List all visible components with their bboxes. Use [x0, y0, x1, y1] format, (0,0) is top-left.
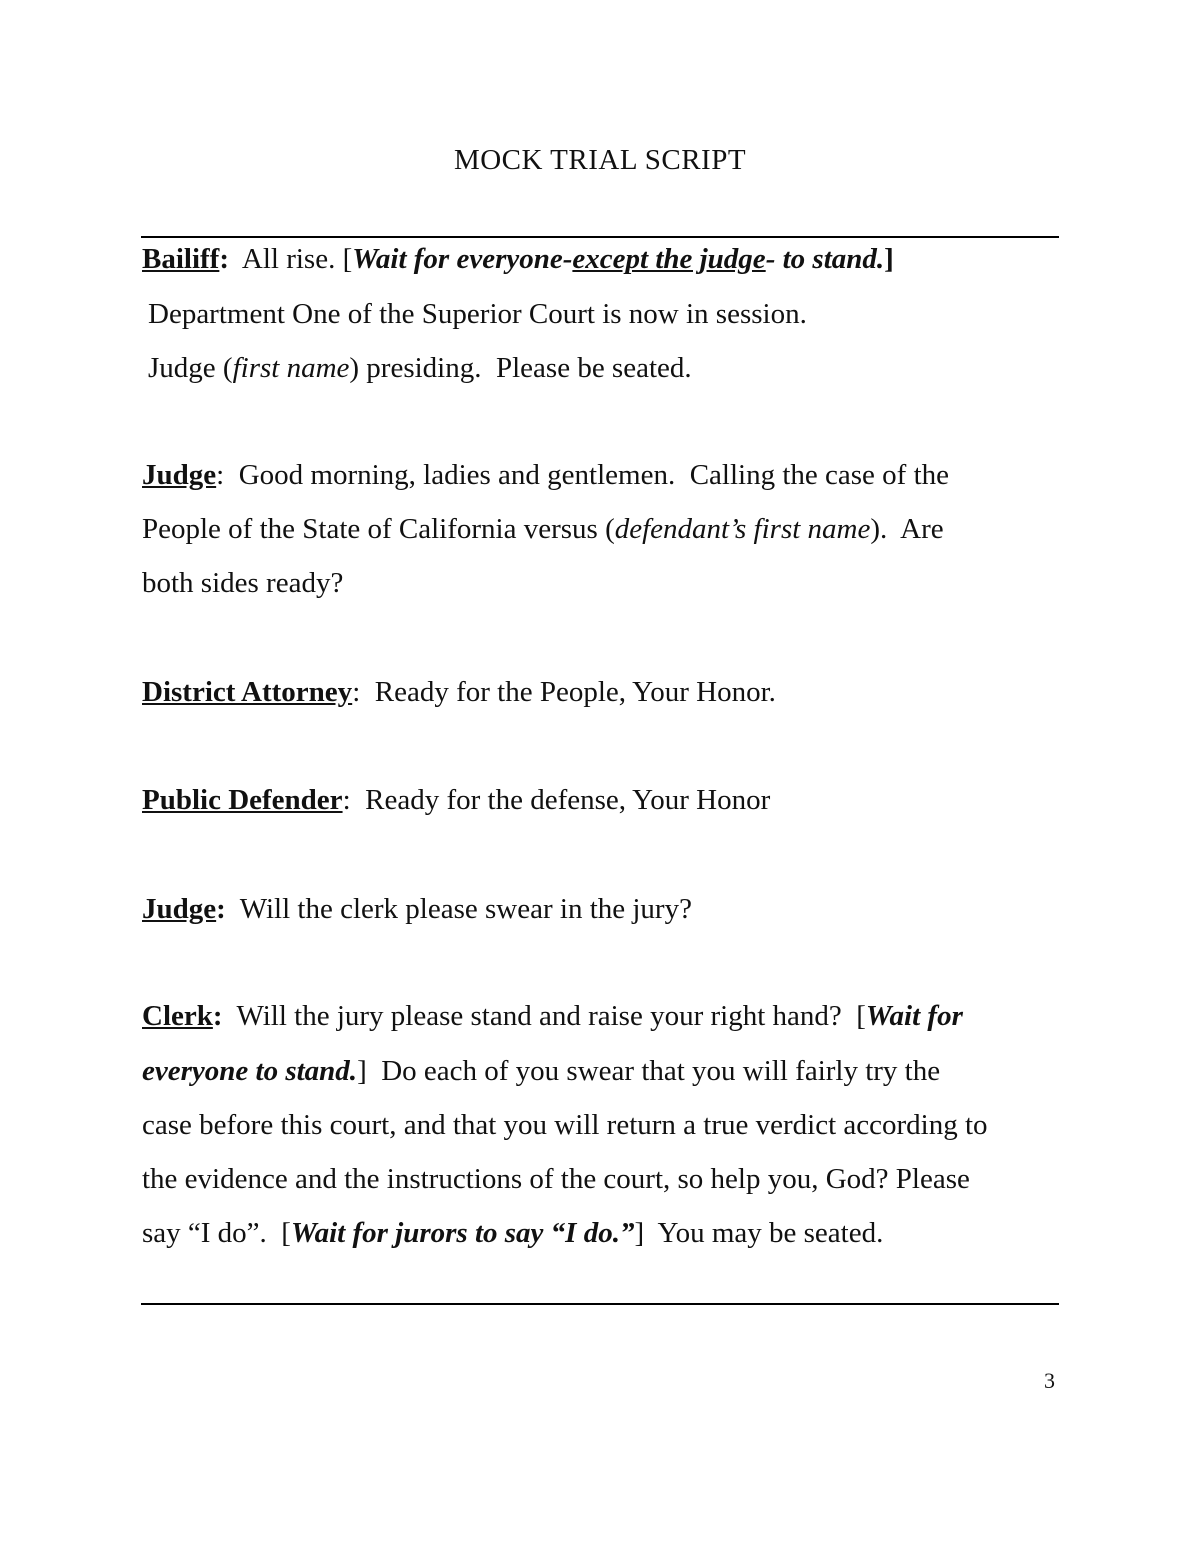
dialogue-text: All rise. [	[229, 243, 353, 275]
dialogue-text: : Ready for the defense, Your Honor	[342, 784, 771, 816]
stage-direction: - to stand.	[765, 243, 885, 275]
dialogue-text: People of the State of California versus (	[142, 513, 615, 545]
dialogue-text: ). Are	[870, 513, 944, 545]
speaker-clerk: Clerk	[142, 1000, 213, 1032]
district-attorney-line	[142, 675, 776, 709]
stage-direction-emphasis: except the judge	[572, 243, 766, 275]
clerk-line-1	[142, 999, 963, 1033]
speaker-judge: Judge	[142, 893, 217, 925]
dialogue-text: : Good morning, ladies and gentlemen. Calling the case of the	[216, 459, 950, 491]
speaker-colon: :	[212, 1000, 223, 1032]
placeholder-text: first name	[232, 352, 350, 384]
page-number: 3	[1044, 1368, 1055, 1393]
dialogue-text: : Ready for the People, Your Honor.	[352, 676, 776, 708]
judge-line-1	[142, 458, 949, 492]
judge-line-swear	[142, 892, 692, 926]
public-defender-line	[142, 783, 770, 817]
bracket: ]	[884, 243, 894, 275]
bailiff-line-3	[148, 351, 692, 385]
dialogue-text: ] You may be seated.	[634, 1217, 884, 1249]
bailiff-line-2: Department One of the Superior Court is now in session.	[148, 298, 807, 330]
speaker-district-attorney: District Attorney	[142, 676, 353, 708]
dialogue-text: Will the jury please stand and raise your right hand? [	[222, 1000, 866, 1032]
speaker-judge: Judge	[142, 459, 217, 491]
judge-line-2	[142, 512, 944, 546]
speaker-public-defender: Public Defender	[142, 784, 343, 816]
clerk-line-5	[142, 1216, 883, 1250]
top-divider	[141, 236, 1059, 238]
judge-line-3: both sides ready?	[142, 567, 344, 599]
dialogue-text: say “I do”. [	[142, 1217, 291, 1249]
speaker-colon: :	[219, 243, 230, 275]
document-title: MOCK TRIAL SCRIPT	[453, 144, 747, 176]
dialogue-text: ] Do each of you swear that you will fairly try the	[357, 1055, 941, 1087]
clerk-line-4: the evidence and the instructions of the court, so help you, God? Please	[142, 1163, 970, 1195]
clerk-line-3: case before this court, and that you will return a true verdict according to	[142, 1109, 988, 1141]
dialogue-text: ) presiding. Please be seated.	[349, 352, 692, 384]
clerk-line-2	[142, 1054, 940, 1088]
speaker-bailiff: Bailiff	[142, 243, 220, 275]
stage-direction: everyone to stand.	[142, 1055, 358, 1087]
dialogue-text: Will the clerk please swear in the jury?	[225, 893, 692, 925]
dialogue-text: Judge (	[148, 352, 233, 384]
placeholder-text: defendant’s first name	[614, 513, 871, 545]
bailiff-line-1	[142, 242, 894, 276]
speaker-colon: :	[216, 893, 226, 925]
stage-direction: Wait for	[865, 1000, 963, 1032]
stage-direction: Wait for everyone-	[352, 243, 573, 275]
bottom-divider	[141, 1303, 1059, 1305]
stage-direction: Wait for jurors to say “I do.”	[290, 1217, 635, 1249]
